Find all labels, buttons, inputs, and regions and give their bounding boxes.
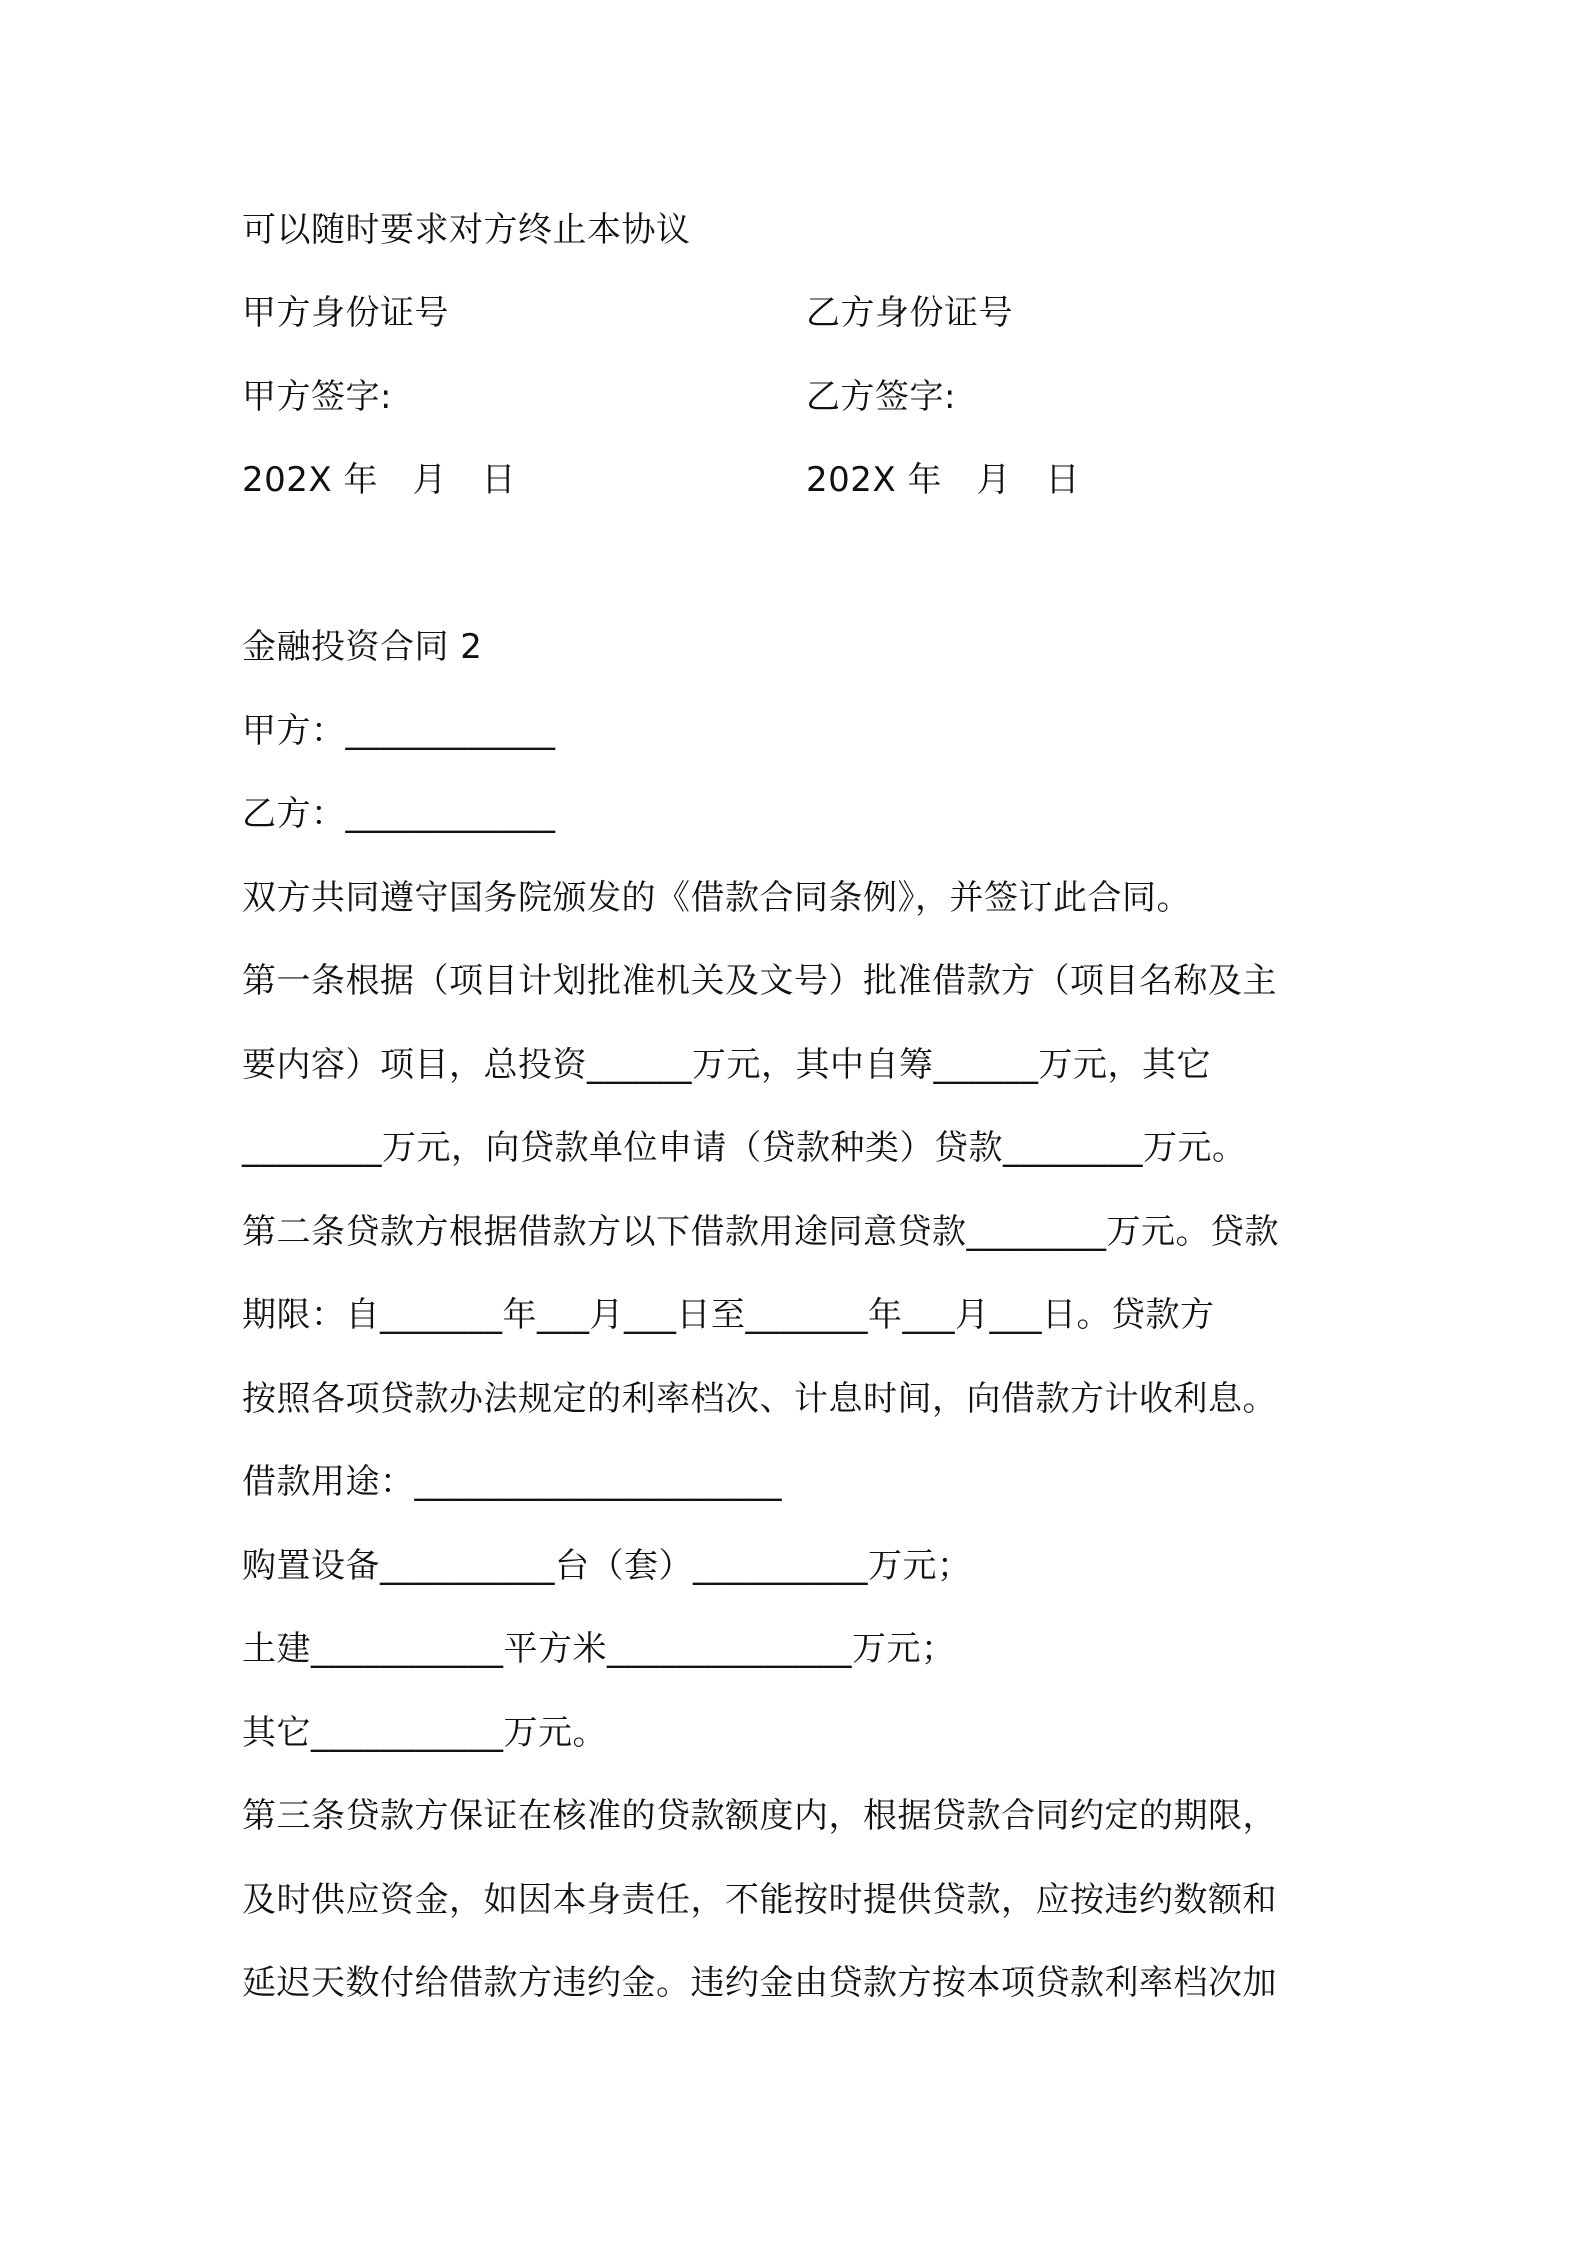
contract-line: 其它___________万元。 bbox=[242, 1713, 607, 1753]
party-a-signature-label: 甲方签字: bbox=[242, 377, 392, 417]
contract-line: 第一条根据（项目计划批准机关及文号）批准借款方（项目名称及主 bbox=[242, 961, 1277, 1001]
contract-line: 要内容）项目，总投资______万元，其中自筹______万元，其它 bbox=[242, 1045, 1211, 1085]
contract-party-b: 乙方：____________ bbox=[242, 794, 556, 834]
contract-line: 按照各项贷款办法规定的利率档次、计息时间，向借款方计收利息。 bbox=[242, 1379, 1277, 1419]
contract-line: 第二条贷款方根据借款方以下借款用途同意贷款________万元。贷款 bbox=[242, 1212, 1279, 1252]
contract-party-a: 甲方：____________ bbox=[242, 711, 556, 751]
contract-line: ________万元，向贷款单位申请（贷款种类）贷款________万元。 bbox=[242, 1128, 1247, 1168]
party-b-id-label: 乙方身份证号 bbox=[806, 293, 1013, 333]
party-b-date: 202X 年 月 日 bbox=[806, 460, 1080, 500]
contract-line: 购置设备__________台（套）__________万元； bbox=[242, 1546, 972, 1586]
contract-line: 延迟天数付给借款方违约金。违约金由贷款方按本项贷款利率档次加 bbox=[242, 1963, 1277, 2003]
contract-title: 金融投资合同 2 bbox=[242, 627, 483, 667]
party-a-id-label: 甲方身份证号 bbox=[242, 293, 449, 333]
contract-line: 期限：自_______年___月___日至_______年___月___日。贷款方 bbox=[242, 1295, 1215, 1335]
termination-line: 可以随时要求对方终止本协议 bbox=[242, 210, 691, 250]
party-a-date: 202X 年 月 日 bbox=[242, 460, 516, 500]
contract-line: 土建___________平方米______________万元； bbox=[242, 1629, 956, 1669]
contract-line: 第三条贷款方保证在核准的贷款额度内，根据贷款合同约定的期限， bbox=[242, 1796, 1277, 1836]
contract-line: 及时供应资金，如因本身责任，不能按时提供贷款，应按违约数额和 bbox=[242, 1880, 1277, 1920]
contract-line: 双方共同遵守国务院颁发的《借款合同条例》，并签订此合同。 bbox=[242, 878, 1191, 918]
party-b-signature-label: 乙方签字: bbox=[806, 377, 956, 417]
contract-line: 借款用途：_____________________ bbox=[242, 1462, 782, 1502]
